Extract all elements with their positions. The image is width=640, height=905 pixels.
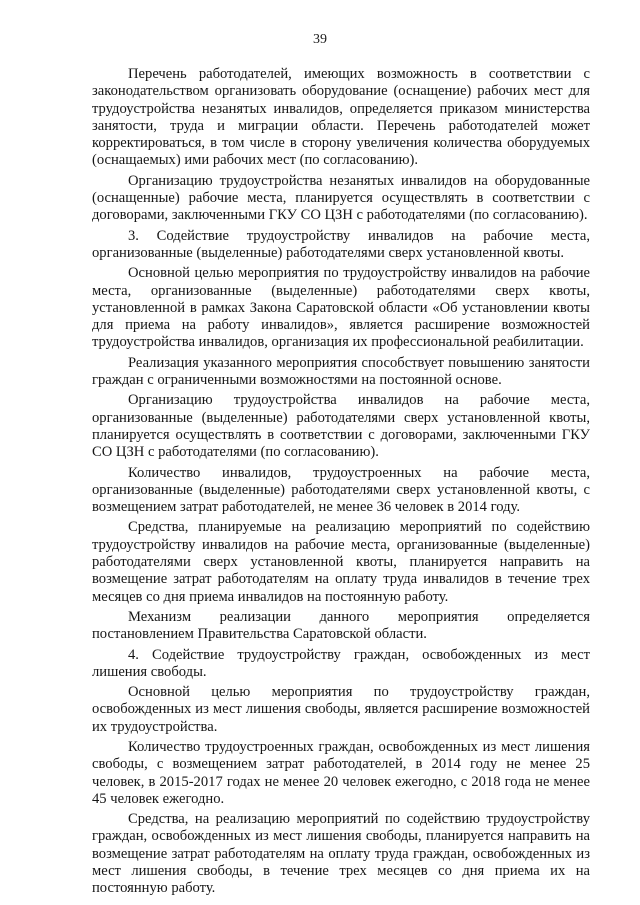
page-number: 39 bbox=[313, 32, 327, 47]
paragraph: Основной целью мероприятия по трудоустройству граждан, освобожденных из мест лишения свободы, является расширение возможностей их трудоустройства. bbox=[92, 684, 590, 735]
section-heading: 4. Содействие трудоустройству граждан, освобожденных из мест лишения свободы. bbox=[92, 646, 590, 680]
paragraph: Организацию трудоустройства незанятых инвалидов на оборудованные (оснащенные) рабочие места, планируется осуществлять в соответствии с договорами, заключенными ГКУ СО ЦЗН с работодателями (по согласованию). bbox=[92, 172, 590, 224]
document-body bbox=[92, 66, 590, 901]
paragraph: Количество трудоустроенных граждан, освобожденных из мест лишения свободы, с возмещением затрат работодателей, в 2014 году не менее 25 человек, в 2015-2017 годах не менее 20 человек ежегодно, с 2018 года не менее 45 человек ежегодно. bbox=[92, 738, 590, 807]
paragraph: Механизм реализации данного мероприятия определяется постановлением Правительства Саратовской области. bbox=[92, 608, 590, 643]
paragraph: Количество инвалидов, трудоустроенных на рабочие места, организованные (выделенные) работодателями сверх установленной квоты, с возмещением затрат работодателей, не менее 36 человек в 2014 году. bbox=[92, 464, 590, 516]
paragraph: Основной целью мероприятия по трудоустройству инвалидов на рабочие места, организованные (выделенные) работодателями сверх квоты, установленной в рамках Закона Саратовской области «Об установлении квоты для приема на работу инвалидов», является расширение возможностей трудоустройства инвалидов, организация их профессиональной реабилитации. bbox=[92, 265, 590, 351]
paragraph: Средства, планируемые на реализацию мероприятий по содействию трудоустройству инвалидов на рабочие места, организованные (выделенные) работодателями сверх установленной квоты, планируется направить на возмещение затрат работодателям на оплату труда инвалидов в течение трех месяцев со дня приема инвалидов на постоянную работу. bbox=[92, 519, 590, 605]
paragraph: Средства, на реализацию мероприятий по содействию трудоустройству граждан, освобожденных из мест лишения свободы, планируется направить на возмещение затрат работодателям на оплату труда граждан, освобожденных из мест лишения свободы, в течение трех месяцев со дня приема их на постоянную работу. bbox=[92, 811, 590, 897]
paragraph: Перечень работодателей, имеющих возможность в соответствии с законодательством организовать оборудование (оснащение) рабочих мест для трудоустройства незанятых инвалидов, определяется приказом министерства занятости, труда и миграции области. Перечень работодателей может корректироваться, в том числе в сторону увеличения количества оборудуемых (оснащаемых) ими рабочих мест (по согласованию). bbox=[92, 66, 590, 169]
paragraph: Организацию трудоустройства инвалидов на рабочие места, организованные (выделенные) работодателями сверх установленной квоты, планируется осуществлять в соответствии с договорами, заключенными ГКУ СО ЦЗН с работодателями (по согласованию). bbox=[92, 392, 590, 461]
paragraph: Реализация указанного мероприятия способствует повышению занятости граждан с ограниченными возможностями на постоянной основе. bbox=[92, 354, 590, 389]
section-heading: 3. Содействие трудоустройству инвалидов на рабочие места, организованные (выделенные) работодателями сверх установленной квоты. bbox=[92, 227, 590, 261]
